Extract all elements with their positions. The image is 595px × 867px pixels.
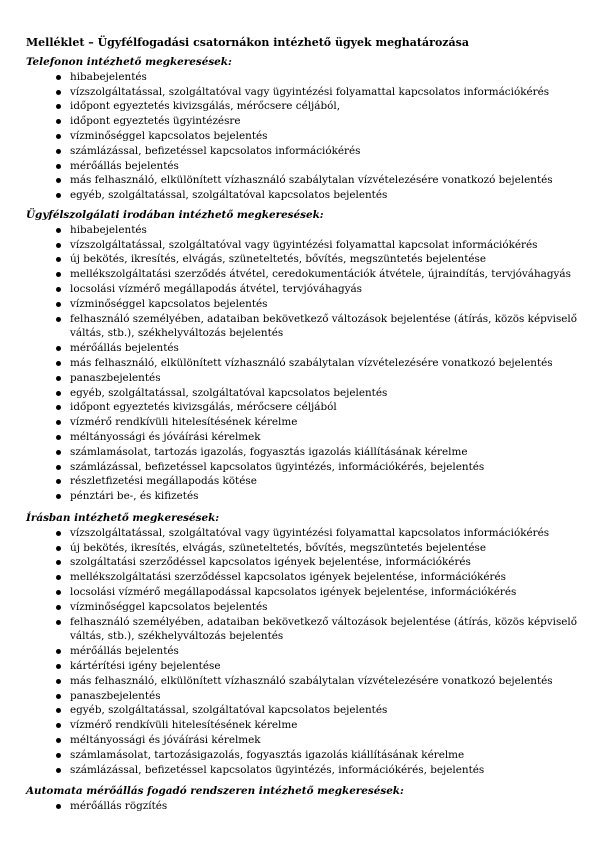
list-item-text: mérőállás rögzítés: [70, 799, 168, 812]
list-item: [26, 371, 581, 386]
bullet-icon: [56, 119, 61, 124]
list-item: [26, 555, 581, 570]
list-item: [26, 312, 581, 342]
list-item: [26, 541, 581, 556]
list-item-text: vízszolgáltatással, szolgáltatóval vagy ügyintézési folyamattal kapcsolatos információkérés: [70, 526, 550, 539]
list-item: [26, 238, 581, 253]
list-item-text: felhasználó személyében, adataiban bekövetkező változások bejelentése (átírás, közös képviselő váltás, stb.), székhelyváltozás bejelentés: [70, 615, 578, 643]
bullet-icon: [56, 531, 61, 536]
bullet-icon: [56, 317, 61, 322]
bullet-icon: [56, 420, 61, 425]
list-item: [26, 445, 581, 460]
list-item: [26, 386, 581, 401]
list-item-text: számlamásolat, tartozás igazolás, fogyasztás igazolás kiállításának kérelme: [70, 445, 468, 458]
list-item-text: mellékszolgáltatási szerződés átvétel, ceredokumentációk átvétele, újraindítás, tervjóváhagyás: [70, 268, 571, 281]
bullet-icon: [56, 679, 61, 684]
list-item: [26, 297, 581, 312]
list-item-text: vízszolgáltatással, szolgáltatóval vagy ügyintézési folyamattal kapcsolatos információkérés: [70, 85, 550, 98]
list-item-text: mérőállás bejelentés: [70, 159, 179, 172]
bullet-icon: [56, 90, 61, 95]
list-item-text: más felhasználó, elkülönített vízhasználó szabálytalan vízvételezésére vonatkozó bejelentés: [70, 356, 553, 369]
list-item: [26, 585, 581, 600]
list-item-text: vízminőséggel kapcsolatos bejelentés: [70, 600, 268, 613]
bullet-icon: [56, 546, 61, 551]
bullet-icon: [56, 560, 61, 565]
bullet-icon: [56, 723, 61, 728]
bullet-icon: [56, 768, 61, 773]
list-item: [26, 400, 581, 415]
list-item-text: egyéb, szolgáltatással, szolgáltatóval kapcsolatos bejelentés: [70, 386, 388, 399]
bullet-icon: [56, 257, 61, 262]
list-item: [26, 159, 581, 174]
list-item-text: időpont egyeztetés kivizsgálás, mérőcsere céljából,: [70, 100, 340, 113]
list-item-text: méltányossági és jóváírási kérelmek: [70, 430, 261, 443]
bullet-icon: [56, 575, 61, 580]
bullet-icon: [56, 494, 61, 499]
bullet-icon: [56, 620, 61, 625]
list-item-text: más felhasználó, elkülönített vízhasználó szabálytalan vízvételezésére vonatkozó bejelentés: [70, 674, 553, 687]
list-item: [26, 267, 581, 282]
list-item-text: mérőállás bejelentés: [70, 342, 179, 355]
section-heading: Automata mérőállás fogadó rendszeren intézhető megkeresések:: [26, 785, 404, 797]
list-item: [26, 223, 581, 238]
list-item-text: részletfizetési megállapodás kötése: [70, 475, 257, 488]
bullet-icon: [56, 346, 61, 351]
list-item: [26, 703, 581, 718]
bullet-icon: [56, 272, 61, 277]
list-item: [26, 733, 581, 748]
bullet-icon: [56, 149, 61, 154]
list-item: [26, 674, 581, 689]
list-item-text: felhasználó személyében, adataiban bekövetkező változások bejelentése (átírás, közös képviselő váltás, stb.), székhelyváltozás bejelentés: [70, 312, 578, 340]
list-item: [26, 188, 581, 203]
bullet-icon: [56, 104, 61, 109]
list-item: [26, 173, 581, 188]
list-item-text: más felhasználó, elkülönített vízhasználó szabálytalan vízvételezésére vonatkozó bejelentés: [70, 174, 553, 187]
bullet-icon: [56, 391, 61, 396]
list-item-text: kártérítési igény bejelentése: [70, 659, 221, 672]
bullet-icon: [56, 164, 61, 169]
list-item: [26, 763, 581, 778]
bullet-icon: [56, 664, 61, 669]
list-item-text: vízminőséggel kapcsolatos bejelentés: [70, 297, 268, 310]
list-item: [26, 570, 581, 585]
list-item-text: panaszbejelentés: [70, 371, 161, 384]
bullet-icon: [56, 302, 61, 307]
list-item: [26, 474, 581, 489]
list-item-text: mellékszolgáltatási szerződéssel kapcsolatos igények bejelentése, információkérés: [70, 571, 506, 584]
section-written: [26, 511, 581, 777]
bullet-icon: [56, 804, 61, 809]
bullet-icon: [56, 75, 61, 80]
list-item-text: locsolási vízmérő megállapodás átvétel, tervjóváhagyás: [70, 282, 363, 295]
bullet-icon: [56, 465, 61, 470]
list-item: [26, 600, 581, 615]
list-item-text: vízmérő rendkívüli hitelesítésének kérelme: [70, 416, 298, 429]
list-item: [26, 70, 581, 85]
bullet-icon: [56, 708, 61, 713]
list-item: [26, 615, 581, 645]
bullet-icon: [56, 753, 61, 758]
list-item-text: szolgáltatási szerződéssel kapcsolatos igények bejelentése, információkérés: [70, 556, 471, 569]
bullet-icon: [56, 405, 61, 410]
bullet-icon: [56, 590, 61, 595]
bullet-icon: [56, 134, 61, 139]
bullet-icon: [56, 649, 61, 654]
list-item-text: vízszolgáltatással, szolgáltatóval vagy ügyintézési folyamattal kapcsolat információkérés: [70, 238, 538, 251]
list-item: [26, 252, 581, 267]
list-item-text: számlázással, befizetéssel kapcsolatos információkérés: [70, 144, 361, 157]
bullet-icon: [56, 435, 61, 440]
bullet-icon: [56, 694, 61, 699]
list-item-text: számlázással, befizetéssel kapcsolatos ügyintézés, információkérés, bejelentés: [70, 763, 485, 776]
list-item: [26, 282, 581, 297]
section-office: [26, 208, 581, 504]
section-heading: Ügyfélszolgálati irodában intézhető megkeresések:: [26, 209, 324, 221]
list-item: [26, 799, 581, 814]
list-item: [26, 748, 581, 763]
bullet-icon: [56, 178, 61, 183]
list-item-text: vízmérő rendkívüli hitelesítésének kérelme: [70, 719, 298, 732]
section-heading: Írásban intézhető megkeresések:: [26, 512, 220, 524]
list-item-text: pénztári be-, és kifizetés: [70, 490, 199, 503]
list-item: [26, 99, 581, 114]
list-item: [26, 526, 581, 541]
bullet-icon: [56, 243, 61, 248]
bullet-icon: [56, 605, 61, 610]
bullet-icon: [56, 193, 61, 198]
list-item: [26, 430, 581, 445]
list-item: [26, 356, 581, 371]
list-item: [26, 689, 581, 704]
bullet-icon: [56, 287, 61, 292]
list-item: [26, 659, 581, 674]
section-phone: [26, 55, 581, 203]
bullet-icon: [56, 376, 61, 381]
list-item-text: időpont egyeztetés kivizsgálás, mérőcsere céljából: [70, 401, 337, 414]
document-title: Melléklet – Ügyfélfogadási csatornákon intézhető ügyek meghatározása: [26, 36, 469, 49]
list-item: [26, 460, 581, 475]
list-item: [26, 644, 581, 659]
section-heading: Telefonon intézhető megkeresések:: [26, 56, 232, 68]
list-item-text: méltányossági és jóváírási kérelmek: [70, 733, 261, 746]
list-item: [26, 114, 581, 129]
list-item: [26, 341, 581, 356]
section-automatic: [26, 784, 581, 814]
list-item: [26, 718, 581, 733]
list-item-text: számlázással, befizetéssel kapcsolatos ügyintézés, információkérés, bejelentés: [70, 460, 485, 473]
list-item-text: egyéb, szolgáltatással, szolgáltatóval kapcsolatos bejelentés: [70, 189, 388, 202]
list-item: [26, 415, 581, 430]
list-item: [26, 85, 581, 100]
bullet-icon: [56, 450, 61, 455]
item-list: [26, 223, 581, 504]
bullet-icon: [56, 479, 61, 484]
list-item: [26, 129, 581, 144]
item-list: [26, 70, 581, 203]
item-list: [26, 526, 581, 778]
list-item-text: hibabejelentés: [70, 223, 147, 236]
bullet-icon: [56, 228, 61, 233]
bullet-icon: [56, 361, 61, 366]
list-item: [26, 144, 581, 159]
list-item-text: új bekötés, ikresítés, elvágás, szüneteltetés, bővítés, megszüntetés bejelentése: [70, 541, 487, 554]
list-item-text: számlamásolat, tartozásigazolás, fogyasztás igazolás kiállításának kérelme: [70, 748, 465, 761]
list-item-text: vízminőséggel kapcsolatos bejelentés: [70, 129, 268, 142]
list-item-text: locsolási vízmérő megállapodással kapcsolatos igények bejelentése, információkérés: [70, 585, 517, 598]
list-item-text: időpont egyeztetés ügyintézésre: [70, 115, 241, 128]
list-item-text: új bekötés, ikresítés, elvágás, szüneteltetés, bővítés, megszüntetés bejelentése: [70, 253, 487, 266]
list-item-text: egyéb, szolgáltatással, szolgáltatóval kapcsolatos bejelentés: [70, 704, 388, 717]
list-item-text: panaszbejelentés: [70, 689, 161, 702]
list-item-text: mérőállás bejelentés: [70, 645, 179, 658]
item-list: [26, 799, 581, 814]
list-item-text: hibabejelentés: [70, 70, 147, 83]
list-item: [26, 489, 581, 504]
bullet-icon: [56, 738, 61, 743]
